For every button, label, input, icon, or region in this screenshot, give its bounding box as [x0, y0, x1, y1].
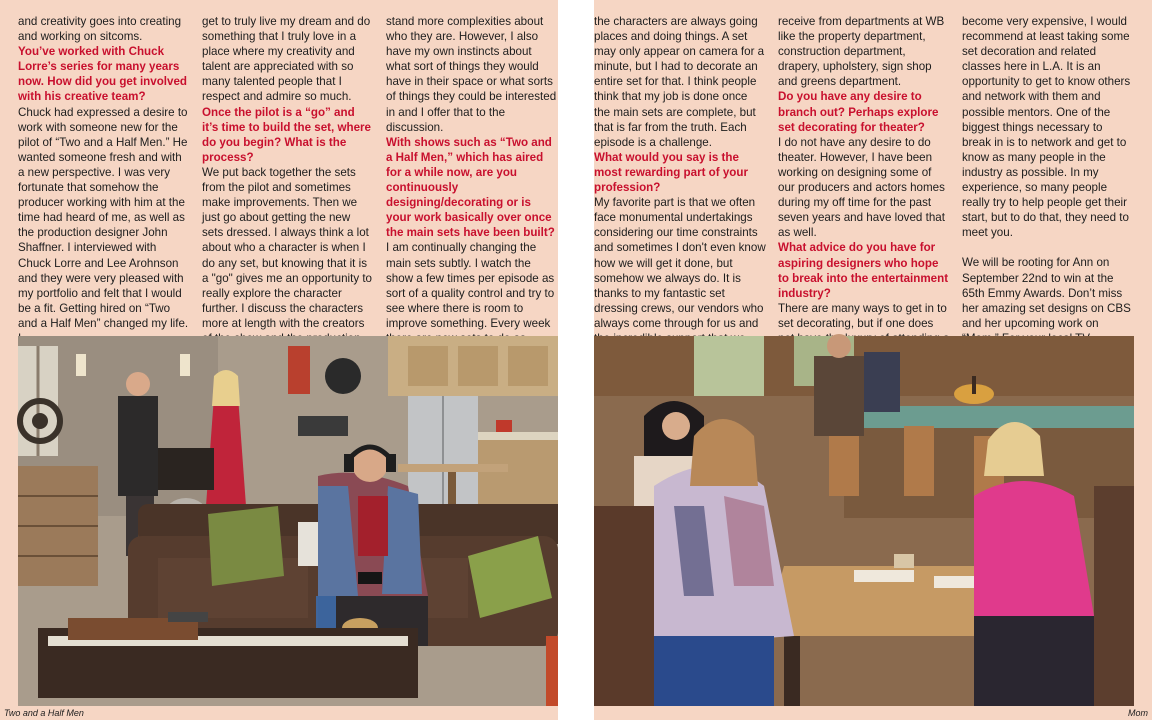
two-and-a-half-men-set-photo [18, 336, 558, 706]
article-paragraph: We put back together the sets from the pilot and sometimes make improvements. Then we just go about getting the new sets dressed. I always think a lot about who a character is when I do any set, but knowing that it is a "go" gives me an opportunity to really explore the character further. I discuss the characters more at length with the creators [202, 165, 373, 330]
article-paragraph: and creativity goes into creating and working on sitcoms. [18, 15, 182, 44]
right-photo-caption: Mom [1128, 708, 1148, 718]
interview-question: You’ve worked with Chuck Lorre’s series for many years now. How did you get involved with his creative team? [18, 45, 187, 104]
page-gutter [558, 0, 594, 720]
right-column-3 [962, 14, 1134, 334]
article-paragraph: the characters are always going places and doing things. A set may only appear on camera for a minute, but I had to decorate an entire set for that. I think people think that my job is done once the main sets are complete, but that is far from the truth. Each episode is a challenge. [594, 15, 765, 149]
right-column-2 [778, 14, 950, 334]
article-paragraph: I do not have any desire to do theater. However, I have been working on designing some of our producers and actors homes during my off time for the past seven years and have loved that as well. [778, 135, 945, 240]
article-paragraph: I am continually changing the main sets subtly. I watch the show a few times per episode as sort of a quality control and try to see where there is room to improve something. Every week [386, 241, 555, 330]
mom-set-photo [594, 336, 1134, 706]
left-column-1 [18, 14, 190, 334]
paragraph-spacer [962, 240, 1134, 255]
interview-question: Do you have any desire to branch out? Perhaps explore set decorating for theater? [778, 90, 939, 134]
article-paragraph: Chuck had expressed a desire to work with someone new for the pilot of “Two and a Half Men.” He wanted someone fresh and with a new perspective. I was very fortunate that somehow the producer working with him at the time had heard of me, as well as the production designer John Shaffner. I interviewed with Chuck Lorre and Lee Arohnson and they were very pleased with my portfolio and felt that I would be a fit. Getting hired on “Two and a Half Men” changed my life. [18, 105, 189, 330]
left-column-2 [202, 14, 374, 334]
right-page [594, 0, 1152, 720]
left-photo-caption: Two and a Half Men [4, 708, 84, 718]
article-paragraph: We will be rooting for Ann on September 22nd to win at the 65th Emmy Awards. Don’t miss her amazing set designs on CBS and her upcoming work on [962, 255, 1134, 361]
right-article-columns [594, 14, 1134, 334]
left-article-columns [18, 14, 558, 334]
article-paragraph: stand more complexities about who they are. However, I also have my own instincts about what sort of things they would have in their space or what sorts of things they could be interested in and I offer that to the discussion. [386, 15, 557, 134]
interview-question: What would you say is the most rewarding part of your profession? [594, 150, 748, 195]
interview-question: What advice do you have for aspiring designers who hope to break into the entertainment industry? [778, 241, 949, 300]
interview-question: With shows such as “Two and a Half Men,” which has aired for a while now, are you continuously designing/decorating or is your work basically over once the main sets have been built? [386, 135, 555, 240]
right-column-1 [594, 14, 766, 334]
article-paragraph: become very expensive, I would recommend at least taking some set decoration and related classes here in L.A. It is an opportunity to get to know others and network with them and possible mentors. One of the biggest things necessary to break in is to network and get to know as many people in the industry as possible. In my experience, so many people really try to help people get their start, but to do that, they need to meet you. [962, 15, 1131, 240]
interview-question: Once the pilot is a “go” and it’s time to build the set, where do you begin? What is the process? [202, 105, 371, 164]
left-page [0, 0, 558, 720]
left-column-3 [386, 14, 558, 334]
article-paragraph: My favorite part is that we often face monumental undertakings considering our time constraints and sometimes I don't even know how we will get it done, but somehow we always do. It is thanks to my fantastic set dressing crews, our vendors who always come through for us and [594, 196, 766, 330]
article-paragraph: get to truly live my dream and do something that I truly love in a place where my creativity and talent are appreciated with so many talented people that I respect and admire so much. [202, 15, 371, 104]
article-paragraph: There are many ways to get in to set decorating, but if one does [778, 301, 947, 330]
article-paragraph: receive from departments at WB like the property department, construction department, drapery, upholstery, sign shop and greens department. [778, 15, 945, 89]
